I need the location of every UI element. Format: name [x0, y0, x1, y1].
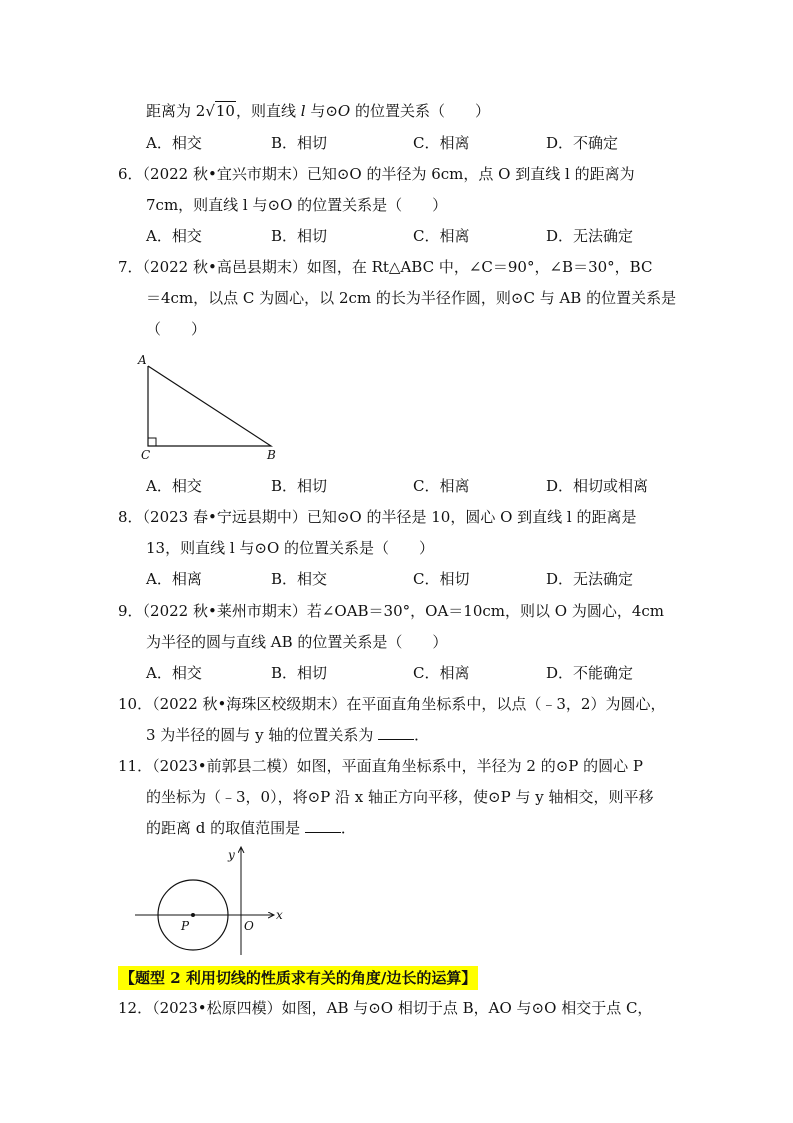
label-o: O — [244, 919, 254, 933]
sqrt-symbol: √10 — [205, 102, 235, 120]
triangle-abc — [148, 366, 271, 446]
q6-line1: 6．（2022 秋•宜兴市期末）已知⊙O 的半径为 6cm，点 O 到直线 l 的距离为 — [118, 165, 635, 183]
q8-option-b[interactable]: B．相交 — [271, 570, 328, 588]
center-point-p — [191, 913, 195, 917]
q8-option-d[interactable]: D．无法确定 — [546, 570, 634, 588]
q9-option-a[interactable]: A．相交 — [146, 664, 202, 682]
q5-option-b[interactable]: B．相切 — [271, 134, 328, 152]
q8-option-a[interactable]: A．相离 — [146, 570, 202, 588]
q8-option-c[interactable]: C．相切 — [413, 570, 470, 588]
label-x: x — [276, 908, 283, 922]
q9-line2: 为半径的圆与直线 AB 的位置关系是（ ） — [146, 633, 448, 651]
q9-option-d[interactable]: D．不能确定 — [546, 664, 634, 682]
label-p: P — [181, 919, 190, 933]
label-y: y — [228, 848, 235, 862]
q7-option-c[interactable]: C．相离 — [413, 477, 470, 495]
right-angle-mark — [148, 438, 156, 446]
q7-line2: ＝4cm，以点 C 为圆心，以 2cm 的长为半径作圆，则⊙C 与 AB 的位置关系是 — [146, 289, 677, 307]
label-c: C — [141, 448, 151, 462]
q8-line2: 13，则直线 l 与⊙O 的位置关系是（ ） — [146, 539, 435, 557]
q11-line1: 11．（2023•前郭县二模）如图，平面直角坐标系中，半径为 2 的⊙P 的圆心 P — [118, 757, 643, 775]
section-heading: 【题型 2 利用切线的性质求有关的角度/边长的运算】 — [118, 966, 478, 990]
q5-option-d[interactable]: D．不确定 — [546, 134, 619, 152]
q6-option-c[interactable]: C．相离 — [413, 227, 470, 245]
q5-option-a[interactable]: A．相交 — [146, 134, 202, 152]
q11-text: 的距离 d 的取值范围是 — [146, 819, 301, 837]
label-a: A — [138, 353, 147, 367]
q7-line1: 7．（2022 秋•高邑县期末）如图，在 Rt△ABC 中，∠C＝90°，∠B＝30°，BC — [118, 258, 653, 276]
q10-answer-blank[interactable] — [378, 725, 414, 740]
q6-line2: 7cm，则直线 l 与⊙O 的位置关系是（ ） — [146, 196, 448, 214]
q11-coordinate-figure — [135, 845, 295, 960]
q5-text-mid: ，则直线 — [235, 102, 301, 120]
q5-text-end: 的位置关系（ ） — [350, 102, 490, 120]
q7-line3: （ ） — [146, 320, 207, 338]
q7-triangle-figure — [135, 350, 295, 465]
q7-option-b[interactable]: B．相切 — [271, 477, 328, 495]
q11-line2: 的坐标为（﹣3，0），将⊙P 沿 x 轴正方向平移，使⊙P 与 y 轴相交，则平移 — [146, 788, 654, 806]
q12-line1: 12．（2023•松原四模）如图，AB 与⊙O 相切于点 B，AO 与⊙O 相交于点 C， — [118, 999, 653, 1017]
q10-line2: 3 为半径的圆与 y 轴的位置关系为 ． — [146, 726, 430, 744]
q11-line3: 的距离 d 的取值范围是 ． — [146, 819, 356, 837]
q7-option-d[interactable]: D．相切或相离 — [546, 477, 649, 495]
q5-line1 — [146, 100, 490, 122]
q9-line1: 9．（2022 秋•莱州市期末）若∠OAB＝30°，OA＝10cm，则以 O 为圆心，4cm — [118, 602, 664, 620]
q11-answer-blank[interactable] — [305, 818, 341, 833]
q5-var-l: l — [300, 102, 306, 120]
q6-option-b[interactable]: B．相切 — [271, 227, 328, 245]
q5-text: 距离为 2 — [146, 102, 206, 120]
q6-option-a[interactable]: A．相交 — [146, 227, 202, 245]
q9-option-c[interactable]: C．相离 — [413, 664, 470, 682]
q5-radicand: 10 — [215, 102, 235, 120]
q8-line1: 8．（2023 春•宁远县期中）已知⊙O 的半径是 10，圆心 O 到直线 l 的距离是 — [118, 508, 637, 526]
q9-option-b[interactable]: B．相切 — [271, 664, 328, 682]
q10-line1: 10．（2022 秋•海珠区校级期末）在平面直角坐标系中，以点（﹣3，2）为圆心， — [118, 695, 666, 713]
q10-text: 3 为半径的圆与 y 轴的位置关系为 — [146, 726, 374, 744]
q7-option-a[interactable]: A．相交 — [146, 477, 202, 495]
q5-var-o: O — [337, 102, 351, 120]
q6-option-d[interactable]: D．无法确定 — [546, 227, 634, 245]
q5-option-c[interactable]: C．相离 — [413, 134, 470, 152]
label-b: B — [267, 448, 276, 462]
q5-text-suffix: 与⊙ — [305, 102, 338, 120]
